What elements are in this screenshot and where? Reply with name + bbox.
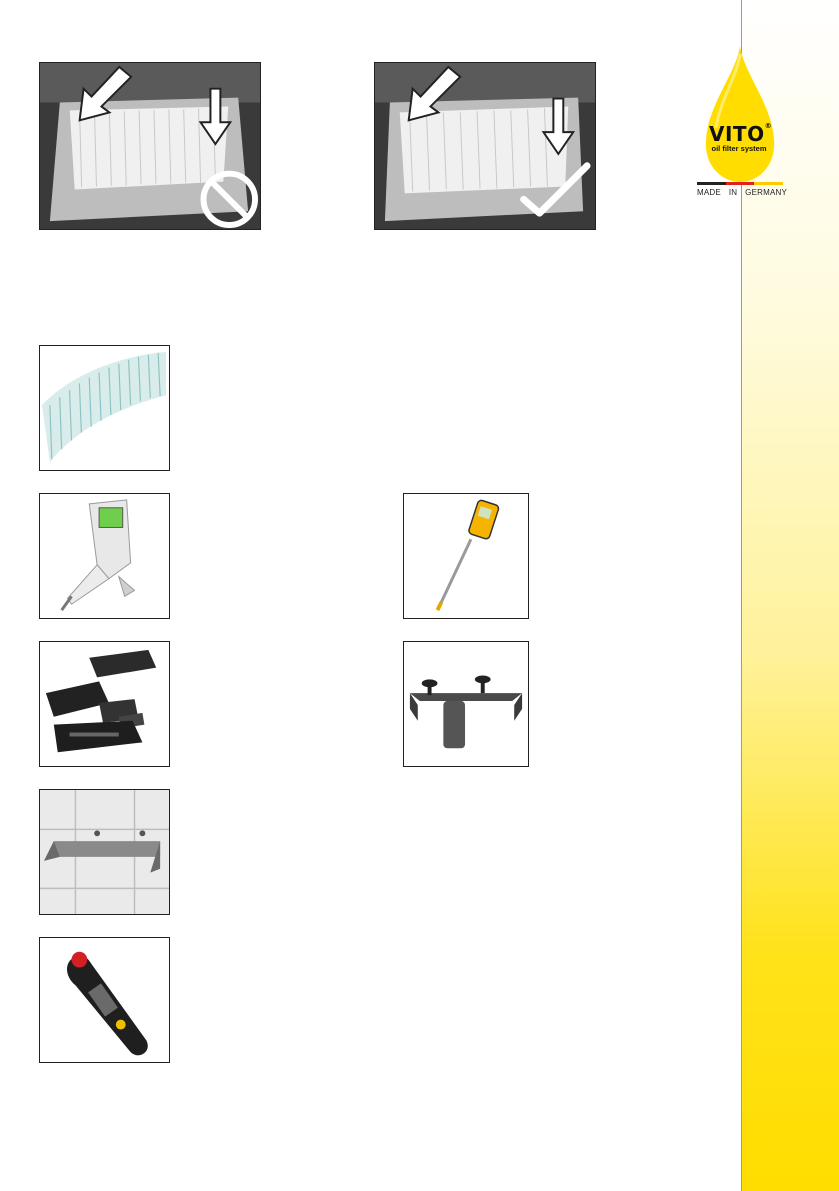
vito-drop-logo: [694, 44, 786, 184]
german-flag-bars: [697, 182, 783, 185]
photo-thermometer: [39, 937, 170, 1063]
photo-basket-holder: [403, 641, 529, 767]
photo-oil-tester: [39, 493, 170, 619]
logo-brand-text: VITO®: [709, 122, 773, 146]
made-in-germany: MADE IN GERMANY: [697, 188, 787, 197]
logo-tagline: oil filter system: [711, 144, 767, 153]
photo-stainless-parts: [39, 641, 170, 767]
photo-correct-insertion: [374, 62, 596, 230]
photo-wrong-insertion: [39, 62, 261, 230]
photo-filter-paper: [39, 345, 170, 471]
photo-handheld-meter: [403, 493, 529, 619]
photo-wall-bracket: [39, 789, 170, 915]
